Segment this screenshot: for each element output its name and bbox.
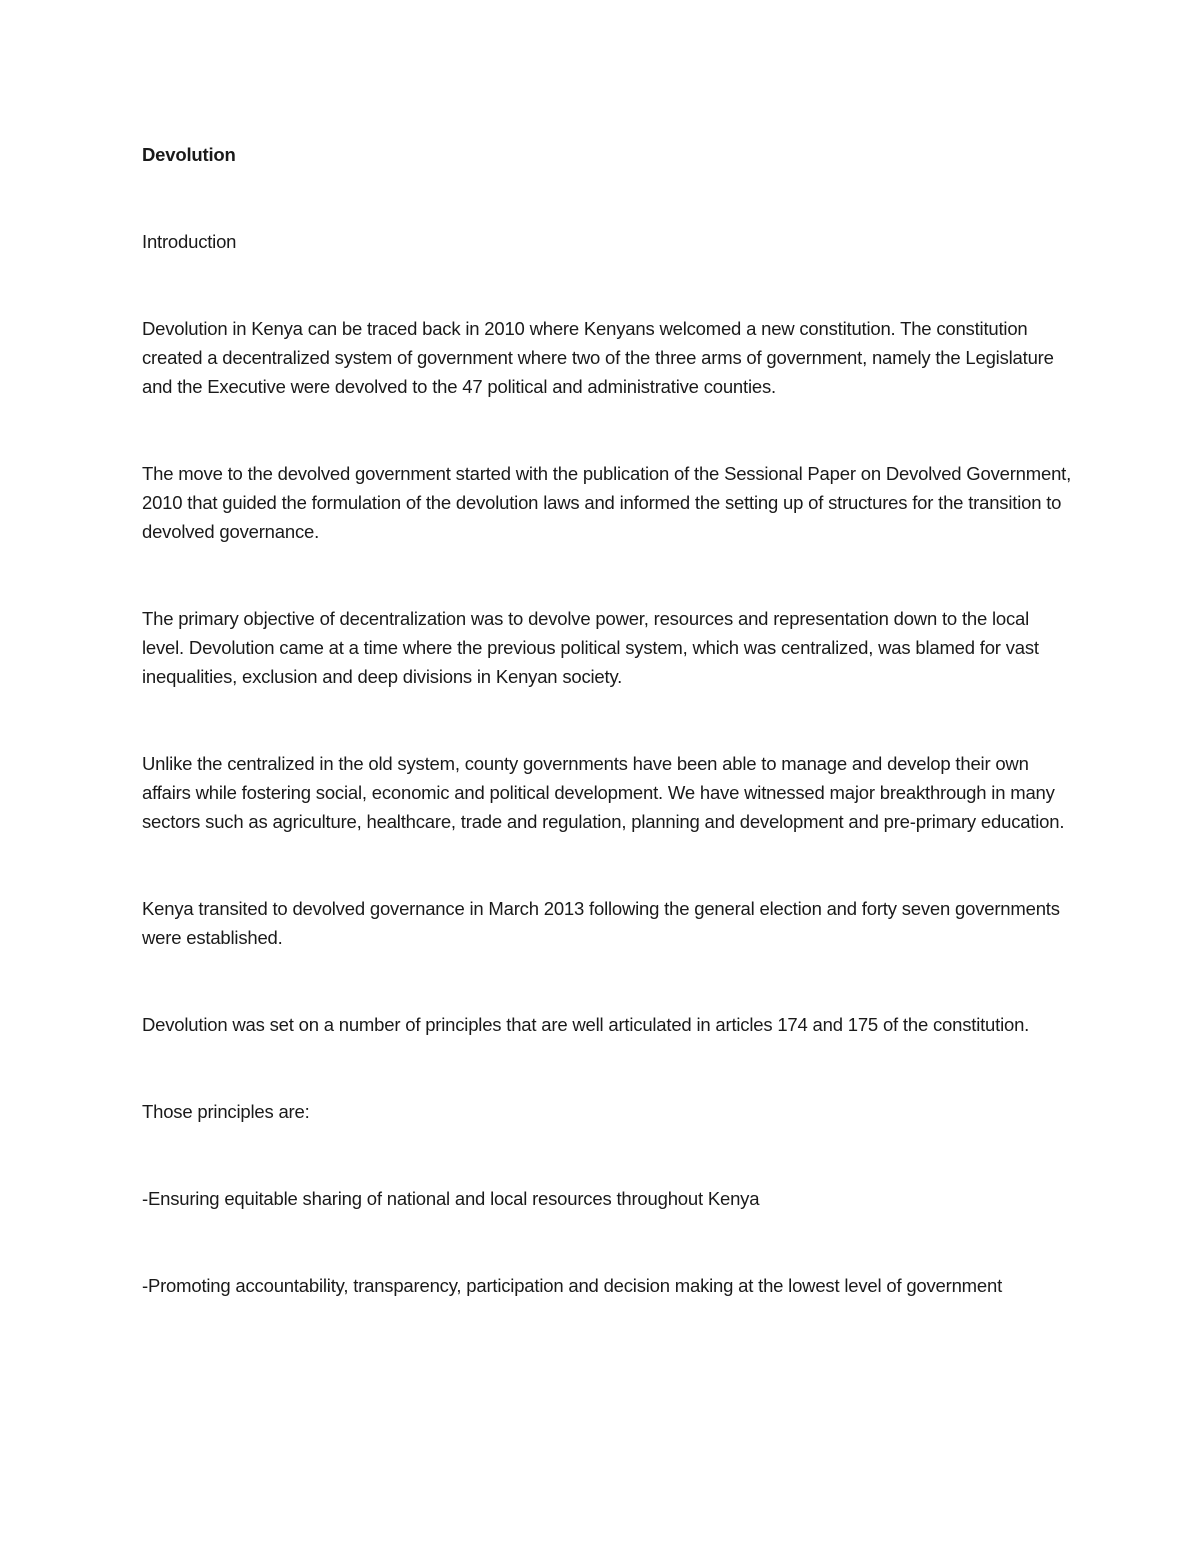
paragraph: The primary objective of decentralization was to devolve power, resources and representation down to the local level. Devolution came at a time where the previous political system, which was centralized, was blamed for vast inequalities, exclusion and deep divisions in Kenyan society. — [142, 608, 1039, 687]
principle-item: -Ensuring equitable sharing of national and local resources throughout Kenya — [142, 1188, 760, 1209]
paragraph: Kenya transited to devolved governance in March 2013 following the general election and forty seven governments were established. — [142, 898, 1060, 948]
section-heading: Introduction — [142, 231, 237, 252]
paragraph: Those principles are: — [142, 1101, 310, 1122]
document-body — [142, 140, 1072, 1358]
paragraph: Unlike the centralized in the old system, county governments have been able to manage and develop their own affairs while fostering social, economic and political development. We have witnessed major breakthrough in many sectors such as agriculture, healthcare, trade and regulation, planning and development and pre-primary education. — [142, 753, 1065, 832]
principle-item: -Promoting accountability, transparency, participation and decision making at the lowest level of government — [142, 1275, 1003, 1296]
paragraph: Devolution was set on a number of principles that are well articulated in articles 174 and 175 of the constitution. — [142, 1014, 1030, 1035]
paragraph: Devolution in Kenya can be traced back in 2010 where Kenyans welcomed a new constitution. The constitution created a decentralized system of government where two of the three arms of government, namely the Legislature and the Executive were devolved to the 47 political and administrative counties. — [142, 318, 1054, 397]
paragraph: The move to the devolved government started with the publication of the Sessional Paper on Devolved Government, 2010 that guided the formulation of the devolution laws and informed the setting up of structures for the transition to devolved governance. — [142, 463, 1072, 542]
document-title: Devolution — [142, 144, 236, 165]
